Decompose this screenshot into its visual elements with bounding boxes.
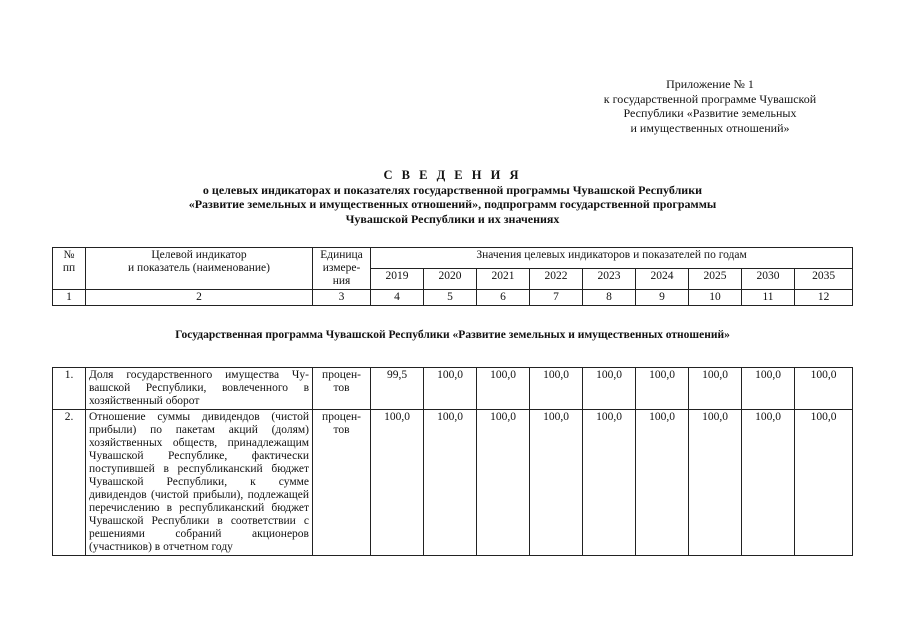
subtitle-line: «Развитие земельных и имущественных отношений», подпрограмм государственной программы: [188, 197, 717, 211]
row-value: 100,0: [795, 368, 853, 410]
column-number: 3: [313, 290, 371, 306]
header-values-group: Значения целевых индикаторов и показателей по годам: [371, 248, 853, 269]
row-value: 100,0: [424, 410, 477, 556]
header-year: 2022: [530, 269, 583, 290]
row-value: 100,0: [583, 368, 636, 410]
column-number: 1: [53, 290, 86, 306]
column-numbers-row: [53, 290, 853, 306]
row-indicator: Доля государственного имущества Чувашской Республики, вовлеченного в хозяйственный оборот: [86, 368, 313, 410]
row-value: 99,5: [371, 368, 424, 410]
row-value: 100,0: [530, 368, 583, 410]
column-number: 9: [636, 290, 689, 306]
appendix-line: Приложение № 1: [666, 77, 754, 91]
row-value: 100,0: [477, 410, 530, 556]
header-year: 2021: [477, 269, 530, 290]
row-indicator: Отношение суммы дивидендов (чистой прибыли) по пакетам акций (долям) хозяйственных обществ, принадлежащим Чувашской Республике, фактически поступившей в республиканский бюджет Чувашской Республики, к сумме дивидендов (чистой прибыли), подлежащей перечислению в республиканский бюджет Чувашской Республики в соответствии с решениями собраний акционеров (участников) в отчетном году: [86, 410, 313, 556]
column-number: 11: [742, 290, 795, 306]
header-year: 2020: [424, 269, 477, 290]
appendix-line: и имущественных отношений»: [630, 120, 790, 135]
row-unit: процен- тов: [313, 368, 371, 410]
header-unit: Единица измере- ния: [313, 248, 371, 290]
row-value: 100,0: [477, 368, 530, 410]
row-value: 100,0: [636, 368, 689, 410]
column-number: 7: [530, 290, 583, 306]
header-year: 2030: [742, 269, 795, 290]
main-title: С В Е Д Е Н И Я: [383, 168, 522, 182]
section-row: [53, 306, 853, 368]
table-row: [53, 410, 853, 556]
column-number: 8: [583, 290, 636, 306]
column-number: 12: [795, 290, 853, 306]
row-value: 100,0: [636, 410, 689, 556]
row-value: 100,0: [371, 410, 424, 556]
row-value: 100,0: [583, 410, 636, 556]
column-number: 6: [477, 290, 530, 306]
header-year: 2025: [689, 269, 742, 290]
header-indicator: Целевой индикатор и показатель (наименование): [86, 248, 313, 290]
appendix-line: Республики «Развитие земельных: [623, 106, 797, 120]
subtitle-line: Чувашской Республики и их значениях: [345, 211, 560, 226]
row-value: 100,0: [689, 368, 742, 410]
appendix-line: к государственной программе Чувашской: [603, 91, 817, 106]
row-value: 100,0: [424, 368, 477, 410]
appendix-caption: [560, 77, 860, 135]
column-number: 2: [86, 290, 313, 306]
row-value: 100,0: [530, 410, 583, 556]
subtitle-line: о целевых индикаторах и показателях государственной программы Чувашской Республики: [202, 182, 703, 197]
row-unit: процен- тов: [313, 410, 371, 556]
row-value: 100,0: [689, 410, 742, 556]
header-year: 2023: [583, 269, 636, 290]
header-year: 2019: [371, 269, 424, 290]
row-value: 100,0: [742, 368, 795, 410]
header-year: 2035: [795, 269, 853, 290]
table-row: [53, 368, 853, 410]
row-value: 100,0: [795, 410, 853, 556]
column-number: 4: [371, 290, 424, 306]
column-number: 10: [689, 290, 742, 306]
header-year: 2024: [636, 269, 689, 290]
row-value: 100,0: [742, 410, 795, 556]
section-title: Государственная программа Чувашской Республики «Развитие земельных и имущественных отношений»: [53, 306, 853, 368]
row-num: 2.: [53, 410, 86, 556]
header-num: № пп: [53, 248, 86, 290]
indicators-table: [52, 247, 853, 556]
column-number: 5: [424, 290, 477, 306]
document-title: [40, 168, 865, 226]
row-num: 1.: [53, 368, 86, 410]
table-header-row: [53, 248, 853, 269]
